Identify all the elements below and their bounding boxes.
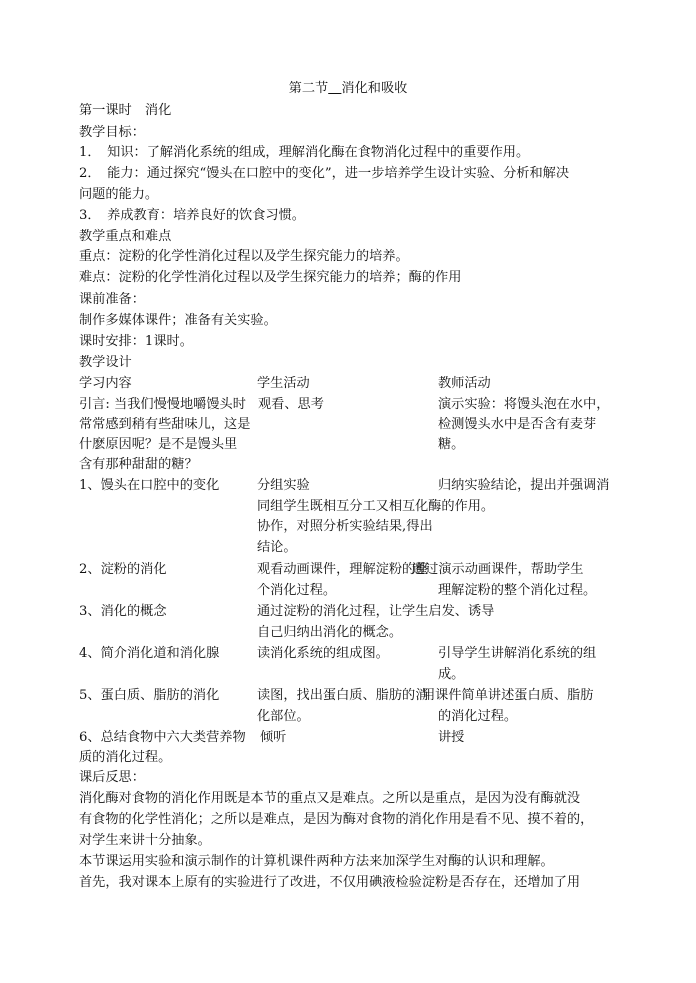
reflection-line: 有食物的化学性消化；之所以是难点，是因为酶对食物的消化作用是看不见、摸不着的， xyxy=(79,812,594,827)
prep-heading: 课前准备： xyxy=(79,292,145,307)
table-header-student: 学生活动 xyxy=(257,376,310,391)
row-content-line: 6、总结食物中六大类营养物 xyxy=(79,730,246,745)
row-content-line: 3、消化的概念 xyxy=(79,604,167,619)
row-teacher-line: 讲授 xyxy=(438,730,465,745)
hours-text: 课时安排：1课时。 xyxy=(79,334,193,349)
reflection-line: 首先，我对课本上原有的实验进行了改进，不仅用碘液检验淀粉是否存在，还增加了用 xyxy=(79,875,581,890)
design-heading: 教学设计 xyxy=(79,355,132,370)
row-content-line: 引言: 当我们慢慢地嚼馒头时 xyxy=(79,397,246,412)
row-student-line: 结论。 xyxy=(257,540,297,555)
section-number: 第二节 xyxy=(288,81,329,96)
goal-line: 2． 能力：通过探究“馒头在口腔中的变化”，进一步培养学生设计实验、分析和解决 xyxy=(79,166,570,181)
reflection-line: 对学生来讲十分抽象。 xyxy=(79,833,211,848)
row-content-line: 常常感到稍有些甜味儿，这是 xyxy=(79,417,251,432)
row-content-line: 1、馒头在口腔中的变化 xyxy=(79,478,220,493)
row-student-line: 个消化过程。 xyxy=(257,583,337,598)
reflection-line: 本节课运用实验和演示制作的计算机课件两种方法来加深学生对酶的认识和理解。 xyxy=(79,854,554,869)
row-content-line: 2、淀粉的消化 xyxy=(79,562,167,577)
row-teacher-line: 化酶的作用。 xyxy=(415,499,495,514)
reflection-line: 消化酶对食物的消化作用既是本节的重点又是难点。之所以是重点，是因为没有酶就没 xyxy=(79,791,581,806)
row-teacher-line: 引导学生讲解消化系统的组 xyxy=(438,646,597,661)
document-title xyxy=(0,80,696,98)
row-student-line: 自己归纳出消化的概念。 xyxy=(257,625,403,640)
row-teacher-line: 糖。 xyxy=(438,437,465,452)
section-name: 消化和吸收 xyxy=(341,81,408,96)
row-content-line: 什麽原因呢？是不是馒头里 xyxy=(79,437,238,452)
table-header-content: 学习内容 xyxy=(79,376,132,391)
row-student-line: 观看动画课件，理解淀粉的整 xyxy=(257,562,429,577)
row-teacher-line: 理解淀粉的整个消化过程。 xyxy=(438,583,597,598)
table-header-teacher: 教师活动 xyxy=(438,376,491,391)
row-content-line: 4、简介消化道和消化腺 xyxy=(79,646,220,661)
row-teacher-line: 检测馒头水中是否含有麦芽 xyxy=(438,417,597,432)
row-student-line: 读图，找出蛋白质、脂肪的消 xyxy=(257,688,429,703)
row-teacher-line: 用课件简单讲述蛋白质、脂肪 xyxy=(422,688,594,703)
row-student-line: 分组实验 xyxy=(257,478,310,493)
row-content-line: 含有那种甜甜的糖？ xyxy=(79,457,198,472)
key-heading: 教学重点和难点 xyxy=(79,229,172,244)
row-student-line: 同组学生既相互分工又相互 xyxy=(257,499,416,514)
row-content-line: 质的消化过程。 xyxy=(79,750,172,765)
row-student-line: 化部位。 xyxy=(257,709,310,724)
key-point: 重点：淀粉的化学性消化过程以及学生探究能力的培养。 xyxy=(79,249,409,264)
prep-text: 制作多媒体课件；准备有关实验。 xyxy=(79,313,277,328)
row-teacher-line: 通过演示动画课件，帮助学生 xyxy=(412,562,584,577)
goals-heading: 教学目标： xyxy=(79,125,145,140)
row-teacher-line: 演示实验：将馒头泡在水中， xyxy=(438,397,610,412)
lesson-title: 第一课时 消化 xyxy=(79,103,172,118)
goal-line: 3． 养成教育：培养良好的饮食习惯。 xyxy=(79,208,305,223)
row-student-line: 读消化系统的组成图。 xyxy=(257,646,389,661)
row-student-line: 协作，对照分析实验结果,得出 xyxy=(257,519,433,534)
goal-line: 问题的能力。 xyxy=(79,187,159,202)
row-student-line: 观看、思考 xyxy=(258,397,324,412)
row-student-line: 倾听 xyxy=(260,730,287,745)
row-teacher-line: 成。 xyxy=(438,667,465,682)
row-teacher-line: 归纳实验结论，提出并强调消 xyxy=(438,478,610,493)
difficult-point: 难点：淀粉的化学性消化过程以及学生探究能力的培养；酶的作用 xyxy=(79,270,462,285)
row-content-line: 5、蛋白质、脂肪的消化 xyxy=(79,688,220,703)
goal-line: 1． 知识：了解消化系统的组成，理解消化酶在食物消化过程中的重要作用。 xyxy=(79,145,530,160)
row-student-line: 通过淀粉的消化过程，让学生启发、诱导 xyxy=(257,604,495,619)
reflection-heading: 课后反思： xyxy=(79,770,145,785)
row-teacher-line: 的消化过程。 xyxy=(438,709,518,724)
